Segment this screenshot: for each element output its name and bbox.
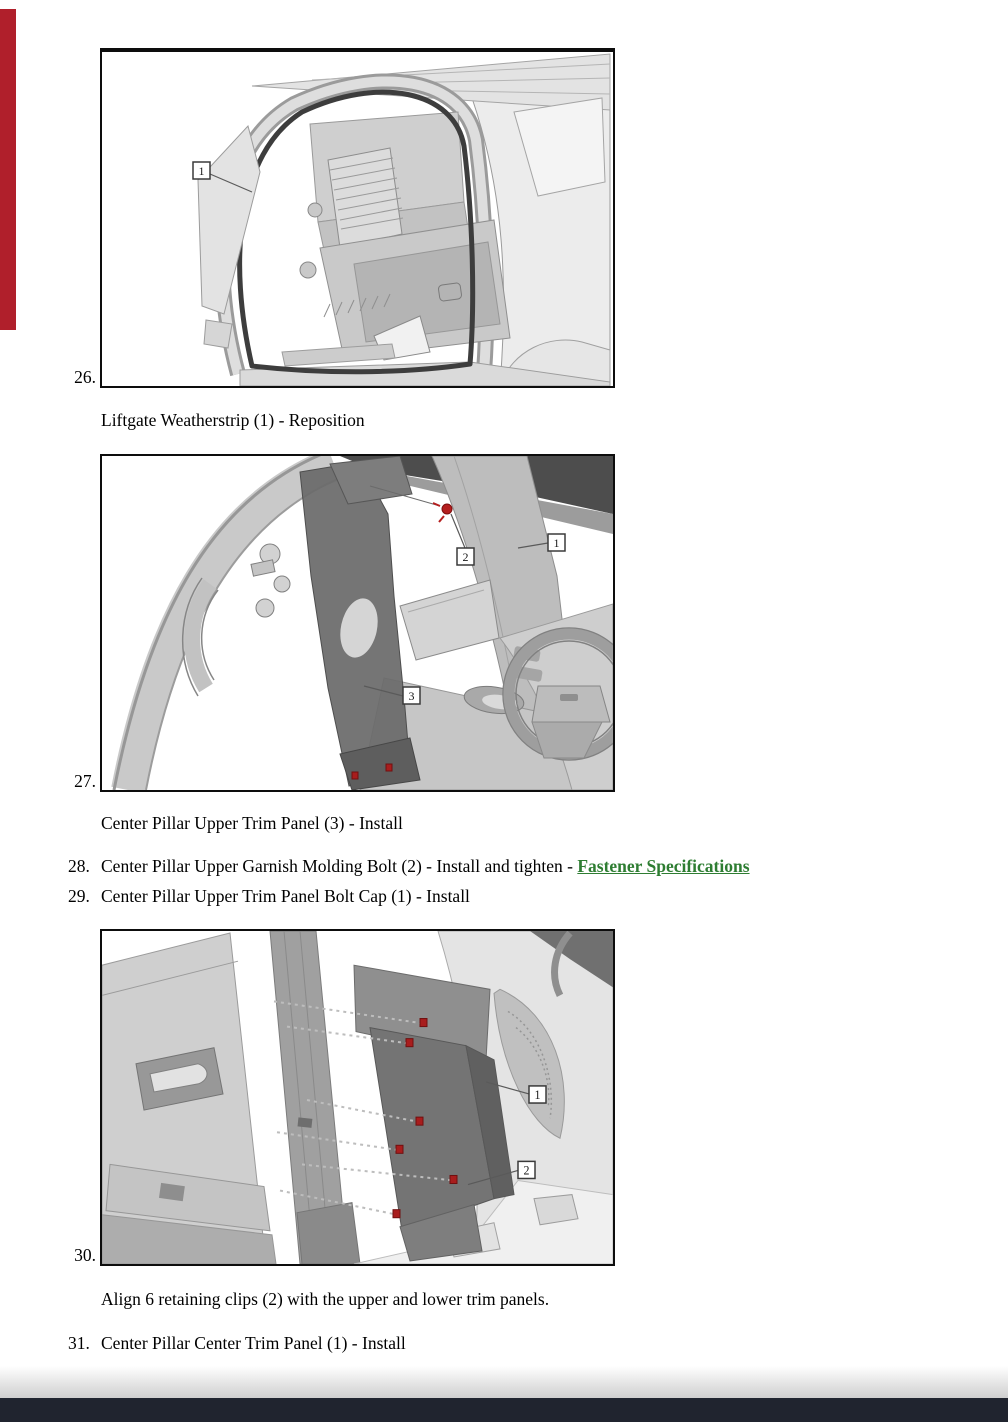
callout-label-2: 2 bbox=[462, 550, 469, 564]
step-number-29: 29. bbox=[68, 886, 90, 906]
bottom-bar bbox=[0, 1398, 1008, 1422]
step-28-text: Center Pillar Upper Garnish Molding Bolt (2) - Install and tighten - bbox=[101, 856, 578, 876]
step-29-text: Center Pillar Upper Trim Panel Bolt Cap (1) - Install bbox=[101, 886, 470, 906]
step-number-31: 31. bbox=[68, 1333, 90, 1353]
step-29 bbox=[68, 885, 470, 907]
figure-liftgate-weatherstrip bbox=[100, 48, 615, 388]
step-26-caption: Liftgate Weatherstrip (1) - Reposition bbox=[101, 410, 365, 430]
step-number-28: 28. bbox=[68, 856, 90, 876]
left-accent-bar bbox=[0, 9, 16, 330]
callout-label-3: 3 bbox=[408, 689, 415, 703]
step-27-caption: Center Pillar Upper Trim Panel (3) - Install bbox=[101, 813, 403, 833]
callout-label-1: 1 bbox=[198, 164, 205, 178]
step-30-caption: Align 6 retaining clips (2) with the upper and lower trim panels. bbox=[101, 1289, 550, 1309]
figure-center-pillar-upper-trim bbox=[100, 454, 615, 792]
step-28 bbox=[68, 855, 750, 877]
step-number-27: 27. bbox=[74, 771, 96, 791]
liftgate-illustration bbox=[102, 52, 613, 386]
page-bottom-fade bbox=[0, 1366, 1008, 1398]
step-number-30: 30. bbox=[74, 1245, 96, 1265]
callout-label-1: 1 bbox=[534, 1087, 541, 1103]
fastener-specifications-link[interactable]: Fastener Specifications bbox=[577, 856, 750, 876]
step-31 bbox=[68, 1332, 406, 1354]
callout-label-2: 2 bbox=[523, 1163, 530, 1178]
pillar-upper-illustration bbox=[102, 456, 613, 790]
step-31-text: Center Pillar Center Trim Panel (1) - Install bbox=[101, 1333, 406, 1353]
step-number-26: 26. bbox=[74, 367, 96, 387]
callout-label-1: 1 bbox=[553, 536, 560, 550]
pillar-center-illustration bbox=[102, 931, 613, 1264]
figure-center-pillar-center-trim bbox=[100, 929, 615, 1266]
